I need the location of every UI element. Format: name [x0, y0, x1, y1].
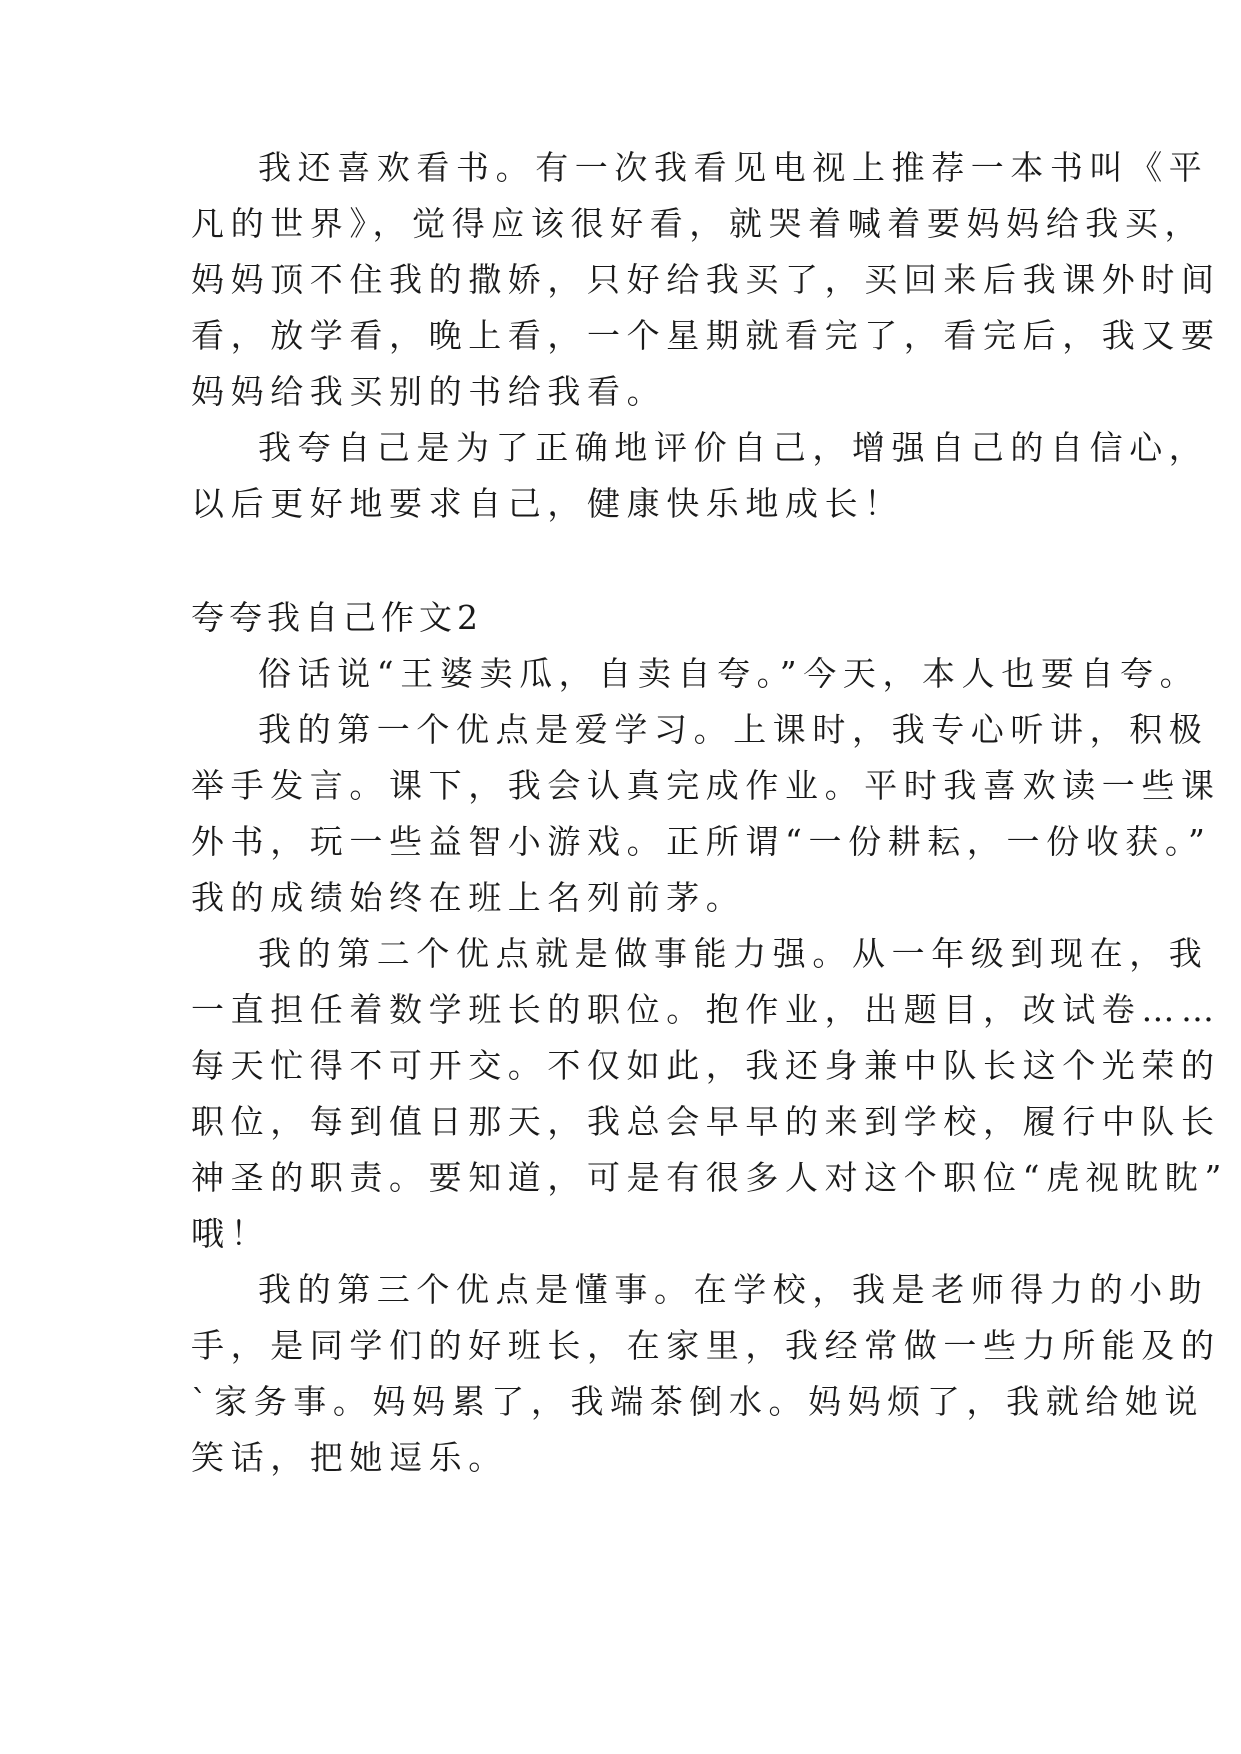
paragraph-line: 我夸自己是为了正确地评价自己，增强自己的自信心，: [258, 428, 1209, 467]
paragraph-line: 举手发言。课下，我会认真完成作业。平时我喜欢读一些课: [191, 766, 1221, 805]
paragraph-line: 一直担任着数学班长的职位。抱作业，出题目，改试卷……: [191, 990, 1221, 1029]
paragraph-line: 每天忙得不可开交。不仅如此，我还身兼中队长这个光荣的: [191, 1046, 1221, 1085]
essay-title: 夸夸我自己作文2: [191, 598, 483, 637]
paragraph-line: `家务事。妈妈累了，我端茶倒水。妈妈烦了，我就给她说: [191, 1382, 1205, 1421]
paragraph-line: 妈妈顶不住我的撒娇，只好给我买了，买回来后我课外时间: [191, 260, 1221, 299]
paragraph-line: 我还喜欢看书。有一次我看见电视上推荐一本书叫《平: [258, 148, 1209, 187]
paragraph-line: 神圣的职责。要知道，可是有很多人对这个职位“虎视眈眈”: [191, 1158, 1228, 1197]
paragraph-line: 看，放学看，晚上看，一个星期就看完了，看完后，我又要: [191, 316, 1221, 355]
paragraph-line: 笑话，把她逗乐。: [191, 1438, 508, 1477]
paragraph-line: 我的成绩始终在班上名列前茅。: [191, 878, 746, 917]
paragraph-line: 职位，每到值日那天，我总会早早的来到学校，履行中队长: [191, 1102, 1221, 1141]
paragraph-line: 妈妈给我买别的书给我看。: [191, 372, 667, 411]
paragraph-line: 凡的世界》，觉得应该很好看，就哭着喊着要妈妈给我买，: [191, 204, 1205, 243]
paragraph-line: 我的第一个优点是爱学习。上课时，我专心听讲，积极: [258, 710, 1209, 749]
paragraph-line: 我的第二个优点就是做事能力强。从一年级到现在，我: [258, 934, 1209, 973]
paragraph-line: 俗话说“王婆卖瓜，自卖自夸。”今天，本人也要自夸。: [258, 654, 1200, 693]
paragraph-line: 以后更好地要求自己，健康快乐地成长！: [191, 484, 904, 523]
paragraph-line: 哦！: [191, 1214, 271, 1253]
paragraph-line: 手，是同学们的好班长，在家里，我经常做一些力所能及的: [191, 1326, 1221, 1365]
paragraph-line: 我的第三个优点是懂事。在学校，我是老师得力的小助: [258, 1270, 1209, 1309]
paragraph-line: 外书，玩一些益智小游戏。正所谓“一份耕耘，一份收获。”: [191, 822, 1212, 861]
